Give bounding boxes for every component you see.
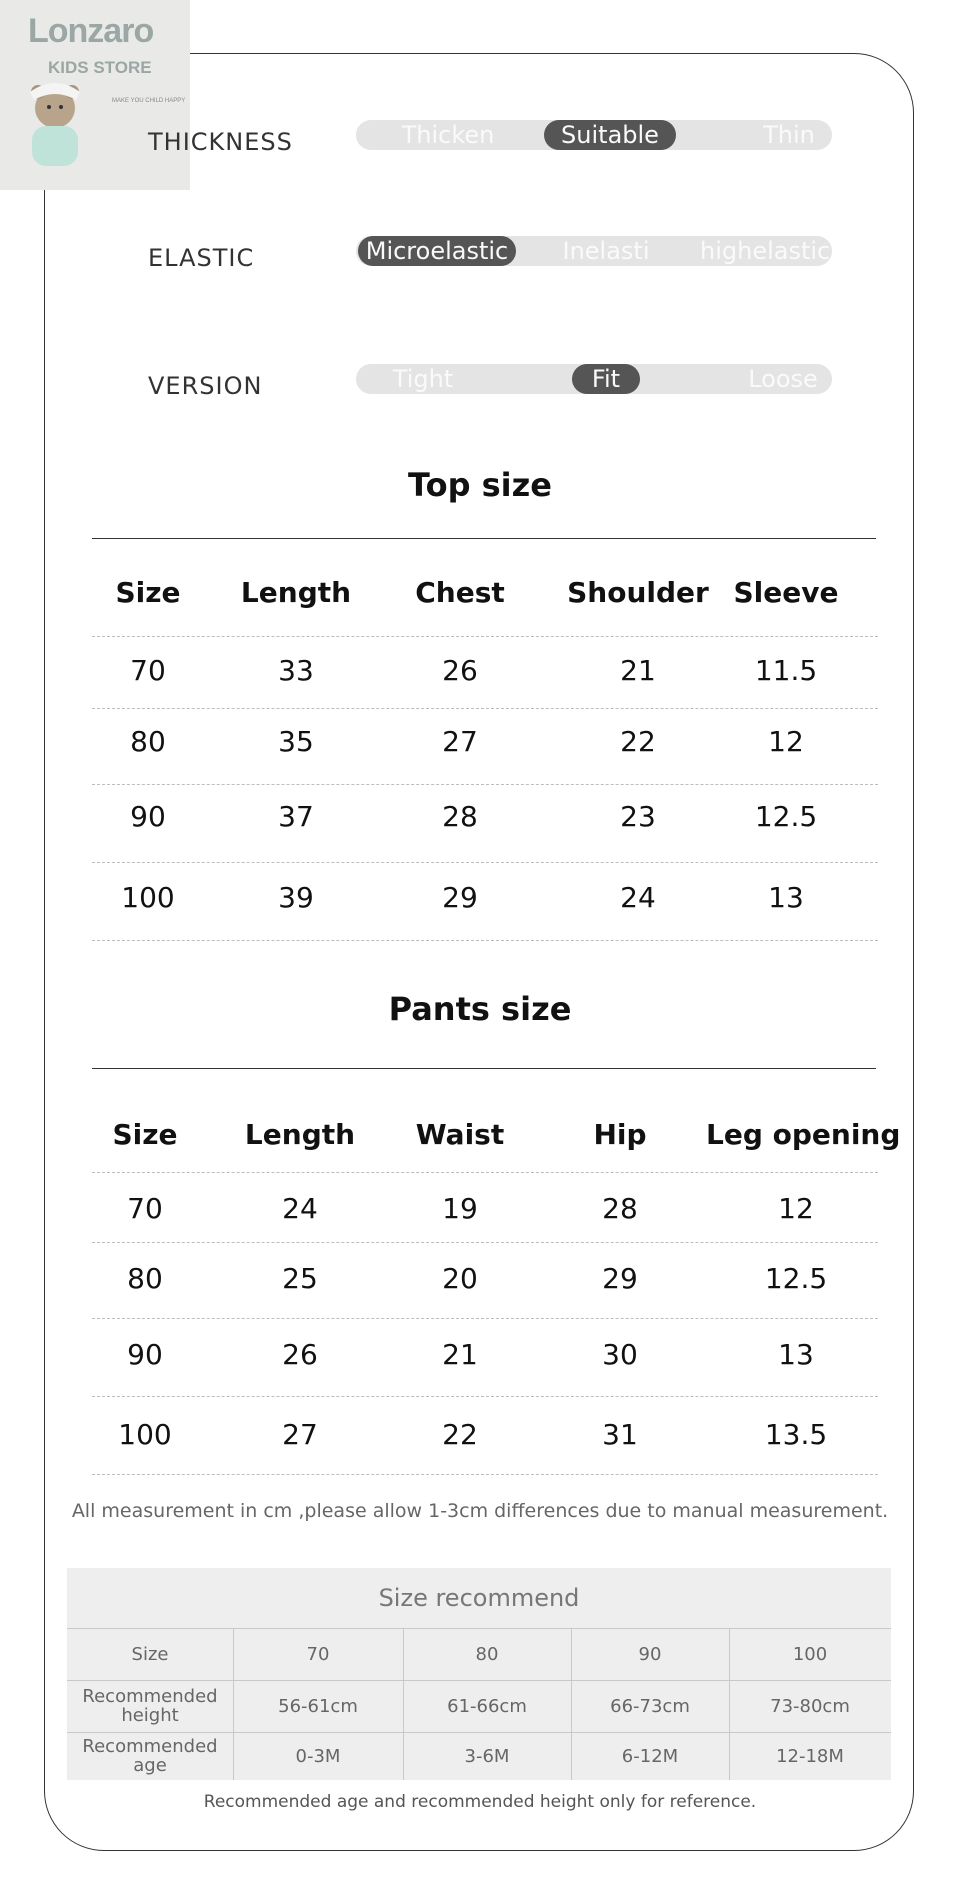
column-header: Sleeve (733, 576, 839, 609)
table-cell: 31 (602, 1418, 638, 1451)
table-cell: 80 (130, 725, 166, 758)
table-cell: 26 (282, 1338, 318, 1371)
table-line (571, 1628, 572, 1780)
table-cell: 70 (127, 1192, 163, 1225)
table-cell: 25 (282, 1262, 318, 1295)
table-cell: 24 (282, 1192, 318, 1225)
size-recommend-title: Size recommend (378, 1584, 580, 1612)
row-divider (92, 784, 878, 785)
table-cell: 90 (127, 1338, 163, 1371)
table-cell: 11.5 (754, 654, 818, 687)
table-cell: 12 (768, 725, 804, 758)
table-cell: 13 (778, 1338, 814, 1371)
size-recommend-table (67, 1568, 891, 1780)
option-label: Tight (392, 365, 454, 393)
attribute-scale-elastic (356, 236, 832, 266)
table-cell: 6-12M (621, 1745, 679, 1767)
column-header: Size (112, 1118, 178, 1151)
table-cell: 19 (442, 1192, 478, 1225)
attribute-scale-version (356, 364, 832, 394)
option-label: Thicken (401, 121, 495, 149)
table-cell: 12-18M (776, 1745, 844, 1767)
table-cell: 24 (620, 881, 656, 914)
table-cell: 70 (306, 1643, 330, 1665)
row-divider (92, 1318, 878, 1319)
table-cell: 28 (442, 800, 478, 833)
table-cell: 80 (127, 1262, 163, 1295)
table-cell: 21 (442, 1338, 478, 1371)
table-cell: 90 (130, 800, 166, 833)
row-label: Recommended age (82, 1736, 218, 1776)
table-line (233, 1628, 234, 1780)
pants-size-title: Pants size (388, 990, 572, 1028)
reference-note: Recommended age and recommended height only for reference. (203, 1792, 757, 1812)
brand-subtitle: KIDS STORE (48, 58, 152, 77)
table-cell: 13.5 (764, 1418, 828, 1451)
table-cell: 12 (778, 1192, 814, 1225)
attribute-label-version: VERSION (148, 372, 263, 400)
table-cell: 26 (442, 654, 478, 687)
brand-name: Lonzaro (28, 12, 154, 50)
table-cell: 39 (278, 881, 314, 914)
row-divider (92, 1474, 878, 1475)
row-label: Size (131, 1643, 169, 1665)
table-cell: 30 (602, 1338, 638, 1371)
store-logo (0, 0, 190, 190)
row-divider (92, 862, 878, 863)
table-line (729, 1628, 730, 1780)
row-divider (92, 636, 878, 637)
attribute-scale-thickness (356, 120, 832, 150)
table-cell: 29 (442, 881, 478, 914)
column-header: Chest (415, 576, 505, 609)
table-cell: 12.5 (764, 1262, 828, 1295)
option-label: highelastic (700, 237, 831, 265)
table-cell: 27 (442, 725, 478, 758)
option-label: Inelasti (562, 237, 650, 265)
table-cell: 66-73cm (610, 1695, 690, 1717)
row-divider (92, 1242, 878, 1243)
row-divider (92, 1172, 878, 1173)
table-cell: 23 (620, 800, 656, 833)
column-header: Length (244, 1118, 356, 1151)
table-cell: 100 (118, 1418, 172, 1451)
table-cell: 80 (475, 1643, 499, 1665)
table-cell: 100 (792, 1643, 828, 1665)
table-cell: 28 (602, 1192, 638, 1225)
teddy-bear-icon (20, 80, 90, 175)
selected-option: Fit (572, 364, 640, 394)
table-cell: 13 (768, 881, 804, 914)
table-cell: 20 (442, 1262, 478, 1295)
table-cell: 22 (442, 1418, 478, 1451)
table-cell: 0-3M (295, 1745, 341, 1767)
table-cell: 35 (278, 725, 314, 758)
table-cell: 70 (130, 654, 166, 687)
table-cell: 90 (638, 1643, 662, 1665)
table-cell: 29 (602, 1262, 638, 1295)
measurement-note: All measurement in cm ,please allow 1-3cm differences due to manual measurement. (71, 1500, 889, 1522)
table-cell: 22 (620, 725, 656, 758)
table-cell: 12.5 (754, 800, 818, 833)
pants-size-rule (92, 1068, 876, 1069)
brand-tagline: MAKE YOU CHILD HAPPY (112, 98, 186, 104)
column-header: Length (240, 576, 352, 609)
row-divider (92, 1396, 878, 1397)
table-line (403, 1628, 404, 1780)
top-size-title: Top size (408, 466, 552, 504)
attribute-label-elastic: ELASTIC (148, 244, 255, 272)
table-cell: 21 (620, 654, 656, 687)
table-cell: 33 (278, 654, 314, 687)
table-cell: 27 (282, 1418, 318, 1451)
column-header: Leg opening (706, 1118, 901, 1151)
row-label: Recommended height (82, 1686, 218, 1726)
table-cell: 56-61cm (278, 1695, 358, 1717)
column-header: Waist (415, 1118, 505, 1151)
selected-option: Microelastic (358, 236, 516, 266)
row-divider (92, 940, 878, 941)
column-header: Hip (593, 1118, 647, 1151)
table-cell: 3-6M (464, 1745, 510, 1767)
row-divider (92, 708, 878, 709)
option-label: Thin (763, 121, 815, 149)
option-label: Loose (748, 365, 818, 393)
table-cell: 73-80cm (770, 1695, 850, 1717)
selected-option: Suitable (544, 120, 676, 150)
column-header: Shoulder (567, 576, 709, 609)
table-cell: 100 (121, 881, 175, 914)
column-header: Size (115, 576, 181, 609)
top-size-rule (92, 538, 876, 539)
attribute-label-thickness: THICKNESS (148, 128, 293, 156)
table-cell: 37 (278, 800, 314, 833)
table-cell: 61-66cm (447, 1695, 527, 1717)
